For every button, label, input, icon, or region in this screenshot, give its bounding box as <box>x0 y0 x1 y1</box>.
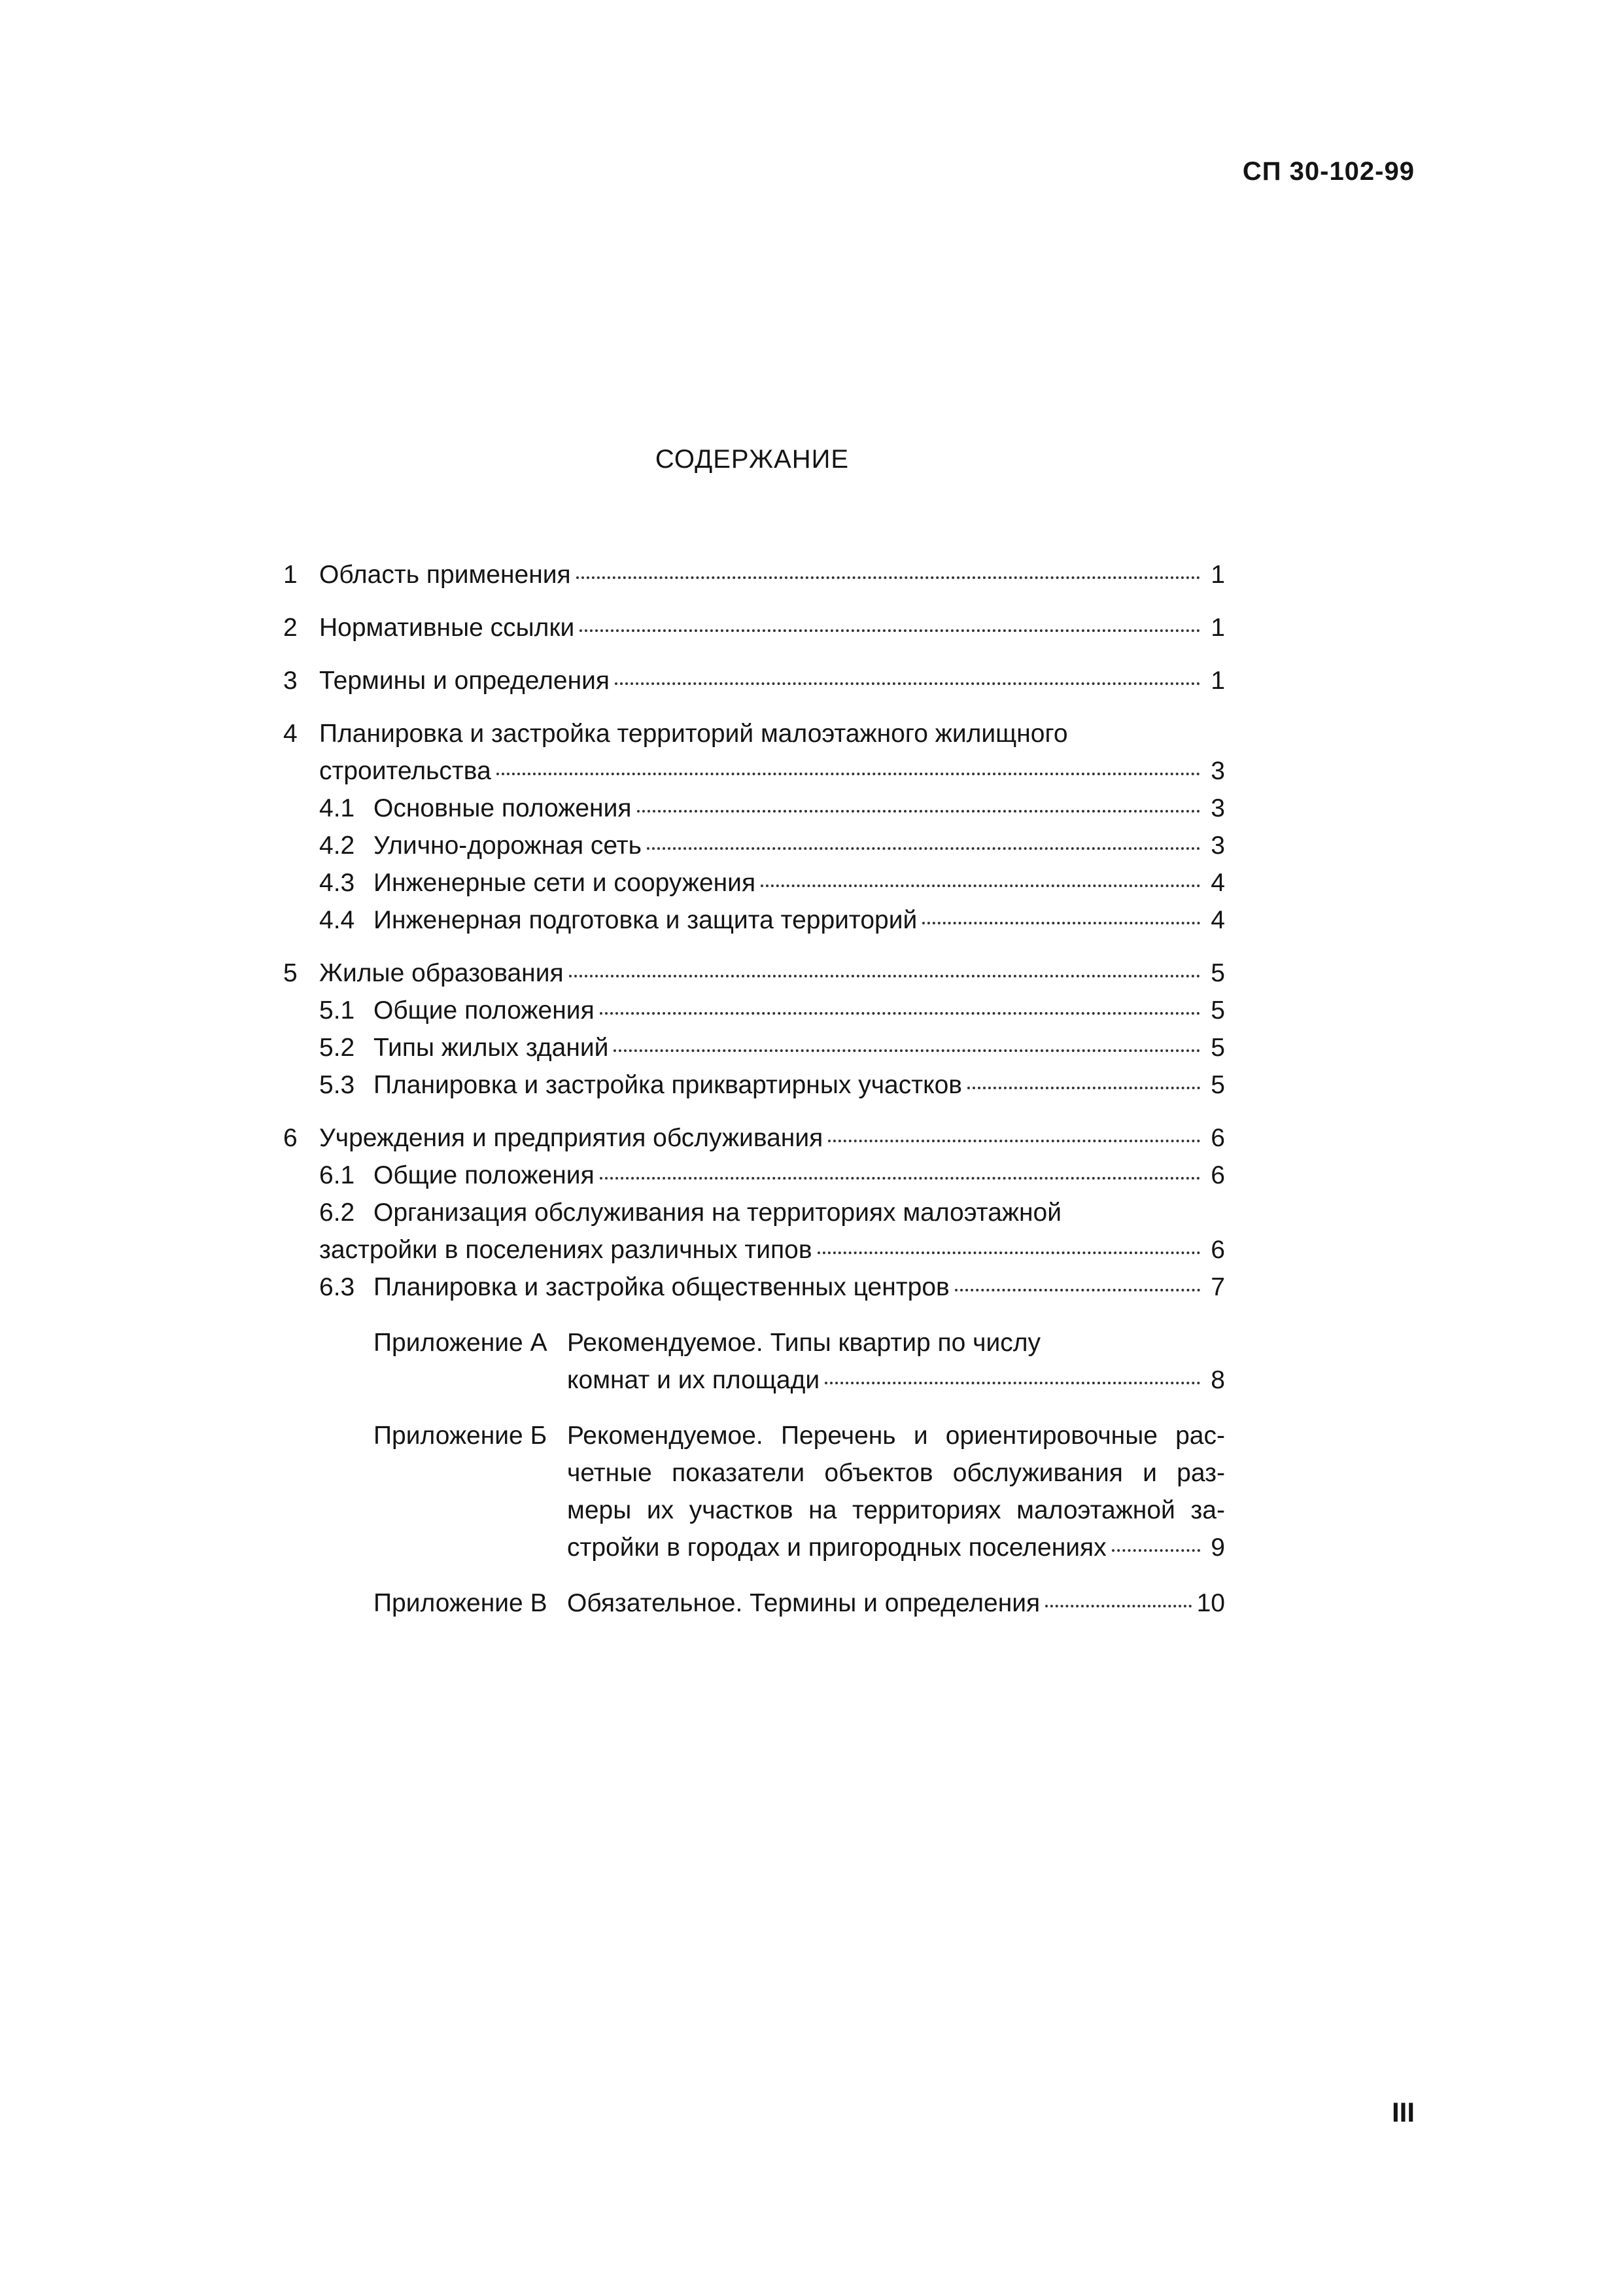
appendix-label: Приложение В <box>373 1589 547 1617</box>
toc-text: Область применения <box>319 561 571 589</box>
appendix-text-line: Рекомендуемое. Типы квартир по числу <box>567 1329 1041 1357</box>
toc-entry-6-2[interactable] <box>283 1194 1225 1269</box>
toc-entry-4-3[interactable] <box>283 864 1225 902</box>
page-number: III <box>1391 2097 1415 2128</box>
appendix-text-line: стройки в городах и пригородных поселениях <box>567 1533 1107 1562</box>
toc-entry-4[interactable] <box>283 715 1225 790</box>
toc-number: 2 <box>283 614 298 642</box>
toc-page: 6 <box>1211 1236 1225 1264</box>
toc-appendix-b[interactable] <box>373 1417 1225 1566</box>
toc-number: 4.1 <box>319 794 355 822</box>
dot-leader <box>600 1012 1200 1015</box>
toc-text: Инженерные сети и сооружения <box>373 869 756 897</box>
toc-text: Общие положения <box>373 1161 595 1189</box>
dot-leader <box>1112 1549 1200 1552</box>
toc-entry-6-3[interactable] <box>283 1269 1225 1306</box>
toc-number: 4 <box>283 720 298 748</box>
toc-page: 10 <box>1196 1589 1225 1617</box>
toc-entry-5-3[interactable] <box>283 1066 1225 1104</box>
toc-text: Учреждения и предприятия обслуживания <box>319 1124 823 1152</box>
toc-entry-4-2[interactable] <box>283 827 1225 864</box>
toc-number: 6 <box>283 1124 298 1152</box>
dot-leader <box>496 773 1200 775</box>
appendix-label: Приложение А <box>373 1329 547 1357</box>
toc-text: Основные положения <box>373 794 632 822</box>
toc-text-continuation: строительства <box>319 757 491 785</box>
toc-page: 1 <box>1211 667 1225 695</box>
appendix-text-line: четные показатели объектов обслуживания и раз- <box>567 1459 1225 1487</box>
toc-page: 5 <box>1211 959 1225 987</box>
toc-number: 5.3 <box>319 1071 355 1099</box>
toc-page: 1 <box>1211 561 1225 589</box>
toc-page: 3 <box>1211 832 1225 860</box>
toc-number: 4.3 <box>319 869 355 897</box>
toc-text: Планировка и застройка приквартирных участков <box>373 1071 962 1099</box>
toc-title: СОДЕРЖАНИЕ <box>655 445 850 474</box>
dot-leader <box>647 847 1200 850</box>
dot-leader <box>637 810 1201 813</box>
table-of-contents <box>283 556 1225 1622</box>
toc-entry-4-1[interactable] <box>283 790 1225 827</box>
toc-entry-1[interactable] <box>283 556 1225 593</box>
toc-page: 3 <box>1211 794 1225 822</box>
dot-leader <box>825 1382 1200 1384</box>
dot-leader <box>818 1252 1200 1254</box>
toc-page: 1 <box>1211 614 1225 642</box>
dot-leader <box>828 1140 1200 1142</box>
appendix-text-line: комнат и их площади <box>567 1366 820 1394</box>
toc-text: Планировка и застройка территорий малоэтажного жилищного <box>319 720 1068 748</box>
toc-number: 3 <box>283 667 298 695</box>
toc-text: Улично-дорожная сеть <box>373 832 642 860</box>
dot-leader <box>576 576 1200 579</box>
dot-leader <box>955 1289 1200 1291</box>
toc-text: Инженерная подготовка и защита территорий <box>373 906 918 934</box>
dot-leader <box>600 1177 1200 1180</box>
appendix-label: Приложение Б <box>373 1422 547 1450</box>
appendix-text-line: меры их участков на территориях малоэтажной за- <box>567 1496 1225 1524</box>
dot-leader <box>1045 1605 1191 1607</box>
toc-entry-5-2[interactable] <box>283 1029 1225 1066</box>
toc-text: Типы жилых зданий <box>373 1034 609 1062</box>
toc-number: 6.1 <box>319 1161 355 1189</box>
toc-number: 4.4 <box>319 906 355 934</box>
appendix-text-line: Рекомендуемое. Перечень и ориентировочные рас- <box>567 1422 1225 1450</box>
dot-leader <box>761 885 1200 887</box>
toc-text-continuation: застройки в поселениях различных типов <box>319 1236 812 1264</box>
toc-page: 6 <box>1211 1124 1225 1152</box>
dot-leader <box>613 1049 1200 1052</box>
toc-page: 5 <box>1211 1034 1225 1062</box>
document-code: СП 30-102-99 <box>1242 157 1415 186</box>
toc-page: 7 <box>1211 1273 1225 1301</box>
toc-page: 9 <box>1211 1533 1225 1562</box>
toc-page: 5 <box>1211 996 1225 1025</box>
toc-number: 5.1 <box>319 996 355 1025</box>
toc-page: 8 <box>1211 1366 1225 1394</box>
appendix-text-line: Обязательное. Термины и определения <box>567 1589 1041 1617</box>
toc-page: 4 <box>1211 906 1225 934</box>
toc-entry-3[interactable] <box>283 662 1225 699</box>
toc-number: 4.2 <box>319 832 355 860</box>
toc-entry-6[interactable] <box>283 1119 1225 1157</box>
toc-text: Жилые образования <box>319 959 564 987</box>
toc-page: 6 <box>1211 1161 1225 1189</box>
dot-leader <box>579 629 1200 632</box>
toc-text: Нормативные ссылки <box>319 614 575 642</box>
dot-leader <box>967 1087 1200 1089</box>
toc-entry-4-4[interactable] <box>283 902 1225 939</box>
toc-page: 4 <box>1211 869 1225 897</box>
toc-number: 5 <box>283 959 298 987</box>
dot-leader <box>615 682 1200 685</box>
toc-page: 3 <box>1211 757 1225 785</box>
toc-appendix-a[interactable] <box>373 1324 1225 1399</box>
toc-number: 5.2 <box>319 1034 355 1062</box>
toc-number: 1 <box>283 561 298 589</box>
toc-text: Общие положения <box>373 996 595 1025</box>
toc-page: 5 <box>1211 1071 1225 1099</box>
dot-leader <box>569 975 1200 977</box>
toc-text: Планировка и застройка общественных центров <box>373 1273 950 1301</box>
toc-text: Термины и определения <box>319 667 610 695</box>
toc-appendix-v[interactable] <box>373 1585 1225 1622</box>
toc-entry-2[interactable] <box>283 609 1225 646</box>
toc-entry-5[interactable] <box>283 955 1225 992</box>
dot-leader <box>922 922 1200 924</box>
toc-text: Организация обслуживания на территориях малоэтажной <box>373 1199 1062 1227</box>
toc-entry-5-1[interactable] <box>283 992 1225 1029</box>
toc-number: 6.2 <box>319 1199 355 1227</box>
toc-number: 6.3 <box>319 1273 355 1301</box>
toc-entry-6-1[interactable] <box>283 1157 1225 1194</box>
